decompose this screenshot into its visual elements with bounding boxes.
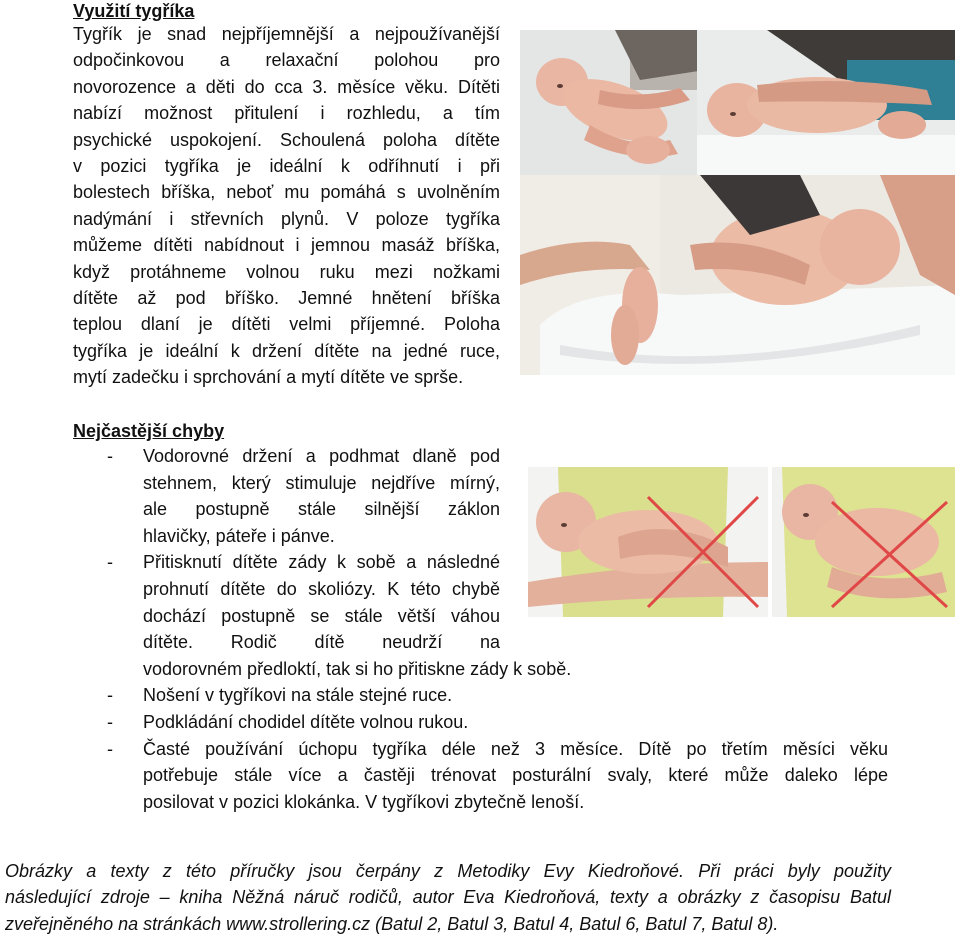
footer-line: následující zdroje – kniha Něžná náruč rodičů, autor Eva Kiedroňová, texty a obrázky z časopisu Batul [5, 887, 891, 908]
text-line: můžeme dítěti nabídnout i jemnou masáž bříška, [73, 235, 500, 256]
text-line: potřebuje stále více a častěji trénovat posturální svaly, které může daleko lépe [143, 765, 888, 786]
source-footer [5, 858, 891, 937]
text-line: nadýmání i střevních plynů. V poloze tygříka [73, 208, 500, 229]
list-dash: - [107, 446, 113, 466]
text-line: dítěte. Rodič dítě neudrží na [143, 632, 500, 653]
text-line: Vodorovné držení a podhmat dlaně pod [143, 446, 500, 466]
text-line: bolestech bříška, neboť mu pomáhá s uvolněním [73, 182, 500, 203]
text-line: když protáhneme volnou ruku mezi nožkami [73, 261, 500, 282]
tiger-hold-photo-2 [697, 30, 955, 180]
text-line: psychické uspokojení. Schoulená poloha dítěte [73, 129, 500, 150]
section-heading-usage: Využití tygříka [73, 1, 195, 21]
text-line: posilovat v pozici klokánka. V tygříkovi zbytečně lenoší. [143, 791, 585, 812]
list-item [107, 443, 571, 549]
list-dash: - [107, 552, 113, 573]
text-line: vodorovném předloktí, tak si ho přitiskne zády k sobě. [143, 658, 572, 679]
wrong-hold-photo-2 [772, 467, 955, 617]
bath-tiger-hold-photo [520, 175, 955, 375]
list-item [107, 736, 888, 816]
text-line: Podkládání chodidel dítěte volnou rukou. [143, 711, 469, 732]
list-item [107, 682, 888, 709]
text-line: Časté používání úchopu tygříka déle než 3 měsíce. Dítě po třetím měsíci věku [143, 738, 888, 759]
mistakes-list [107, 443, 888, 815]
text-line: Tygřík je snad nejpříjemnější a nejpoužívanější [73, 24, 500, 44]
text-line: odpočinkovou a relaxační polohou pro [73, 50, 500, 71]
text-line: novorozence a děti do cca 3. měsíce věku. Dítěti [73, 76, 500, 97]
text-line: dítěte až pod bříško. Jemné hnětení bříška [73, 287, 500, 308]
text-line: Nošení v tygříkovi na stále stejné ruce. [143, 685, 453, 706]
text-line: nabízí možnost přitulení i rozhledu, a tím [73, 103, 500, 124]
footer-line: zveřejněného na stránkách www.strollering.cz (Batul 2, Batul 3, Batul 4, Batul 6, Batul 7, Batul 8). [5, 913, 779, 934]
list-dash: - [107, 738, 113, 759]
text-line: prohnutí dítěte do skoliózy. K této chybě [143, 578, 500, 599]
text-line: v pozici tygříka je ideální k odříhnutí i při [73, 155, 500, 176]
section-heading-mistakes: Nejčastější chyby [73, 421, 225, 441]
text-line: stehnem, který stimuluje nejdříve mírný, [143, 472, 500, 493]
list-item [107, 709, 888, 736]
list-dash: - [107, 685, 113, 706]
usage-paragraph [73, 21, 500, 390]
text-line: mytí zadečku i sprchování a mytí dítěte ve sprše. [73, 367, 464, 388]
text-line: hlavičky, páteře i pánve. [143, 525, 335, 546]
text-line: Přitisknutí dítěte zády k sobě a následné [143, 552, 500, 573]
footer-line: Obrázky a texty z této příručky jsou čerpány z Metodiky Evy Kiedroňové. Při práci byly použity [5, 861, 891, 881]
text-line: teplou dlaní je dítěti velmi příjemné. Poloha [73, 314, 500, 335]
text-line: dochází postupně se stále větší váhou [143, 605, 500, 626]
wrong-hold-photo-1 [528, 467, 768, 617]
tiger-hold-photo-1 [520, 30, 705, 180]
list-dash: - [107, 711, 113, 732]
text-line: tygříka je ideální k držení dítěte na jedné ruce, [73, 340, 500, 361]
text-line: ale postupně stále silnější záklon [143, 499, 500, 520]
